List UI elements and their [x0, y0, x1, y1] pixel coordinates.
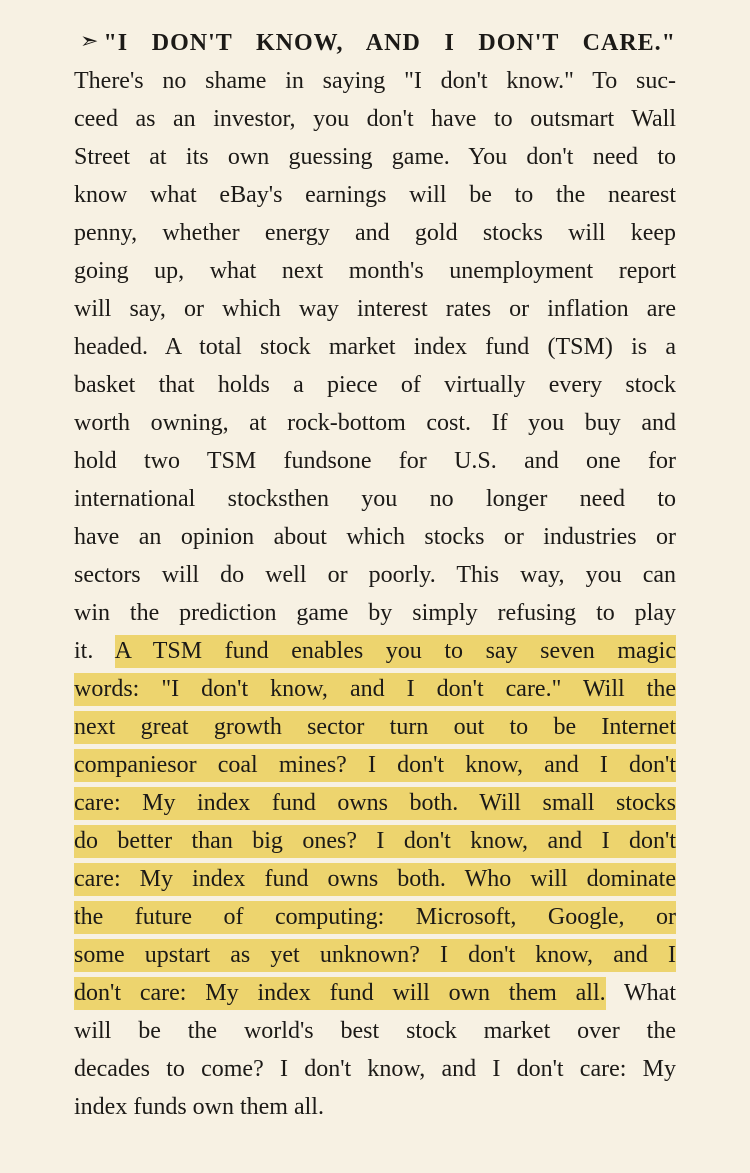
text-line [74, 746, 676, 784]
text-line [74, 252, 676, 290]
text-line [74, 936, 676, 974]
text-segment: Street at its own guessing game. You don't need to [74, 144, 676, 170]
text-line [74, 822, 676, 860]
text-line [74, 404, 676, 442]
arrow-bullet-icon: ➣ [80, 28, 100, 53]
text-line [74, 556, 676, 594]
highlighted-text[interactable]: next great growth sector turn out to be Internet [74, 711, 676, 744]
text-segment: index funds own them all. [74, 1094, 324, 1120]
text-line [74, 898, 676, 936]
text-segment: going up, what next month's unemployment report [74, 258, 676, 284]
text-segment: will say, or which way interest rates or inflation are [74, 296, 676, 322]
text-line [74, 670, 676, 708]
text-segment: have an opinion about which stocks or industries or [74, 524, 676, 550]
text-line [74, 328, 676, 366]
text-segment: win the prediction game by simply refusing to play [74, 600, 676, 626]
text-segment: decades to come? I don't know, and I don't care: My [74, 1056, 676, 1082]
highlighted-text[interactable]: don't care: My index fund will own them all. [74, 977, 606, 1010]
highlighted-text[interactable]: companiesor coal mines? I don't know, and I don't [74, 749, 676, 782]
text-line [74, 1088, 676, 1126]
text-line [74, 366, 676, 404]
highlighted-text[interactable]: A TSM fund enables you to say seven magic [115, 635, 676, 668]
text-line [74, 708, 676, 746]
text-segment: sectors will do well or poorly. This way, you can [74, 562, 676, 588]
book-page [74, 24, 676, 1126]
body-text [74, 62, 676, 1126]
text-segment: penny, whether energy and gold stocks will keep [74, 220, 676, 246]
section-heading [80, 24, 676, 62]
text-line [74, 594, 676, 632]
text-segment: international stocksthen you no longer need to [74, 486, 676, 512]
text-line [74, 290, 676, 328]
highlighted-text[interactable]: words: "I don't know, and I don't care." Will the [74, 673, 676, 706]
text-segment: know what eBay's earnings will be to the nearest [74, 182, 676, 208]
text-segment: headed. A total stock market index fund (TSM) is a [74, 334, 676, 360]
heading-title: "I DON'T KNOW, AND I DON'T CARE." [103, 30, 676, 56]
highlighted-text[interactable]: care: My index fund owns both. Will small stocks [74, 787, 676, 820]
text-line [74, 784, 676, 822]
text-line [74, 860, 676, 898]
text-segment: it. [74, 638, 115, 664]
text-line [74, 518, 676, 556]
text-line [74, 138, 676, 176]
text-segment: basket that holds a piece of virtually every stock [74, 372, 676, 398]
text-line [74, 100, 676, 138]
text-line [74, 1050, 676, 1088]
text-line [74, 974, 676, 1012]
text-line [74, 480, 676, 518]
highlighted-text[interactable]: care: My index fund owns both. Who will dominate [74, 863, 676, 896]
text-line [74, 442, 676, 480]
text-line [74, 176, 676, 214]
highlighted-text[interactable]: do better than big ones? I don't know, and I don't [74, 825, 676, 858]
text-segment: There's no shame in saying "I don't know." To suc- [74, 68, 676, 94]
highlighted-text[interactable]: the future of computing: Microsoft, Google, or [74, 901, 676, 934]
text-line [74, 1012, 676, 1050]
text-line [74, 214, 676, 252]
highlighted-text[interactable]: some upstart as yet unknown? I don't know, and I [74, 939, 676, 972]
text-line [74, 62, 676, 100]
text-segment: ceed as an investor, you don't have to outsmart Wall [74, 106, 676, 132]
text-segment: will be the world's best stock market over the [74, 1018, 676, 1044]
text-line [74, 632, 676, 670]
text-segment: hold two TSM fundsone for U.S. and one for [74, 448, 676, 474]
text-segment: worth owning, at rock-bottom cost. If you buy and [74, 410, 676, 436]
text-segment: What [605, 980, 677, 1006]
